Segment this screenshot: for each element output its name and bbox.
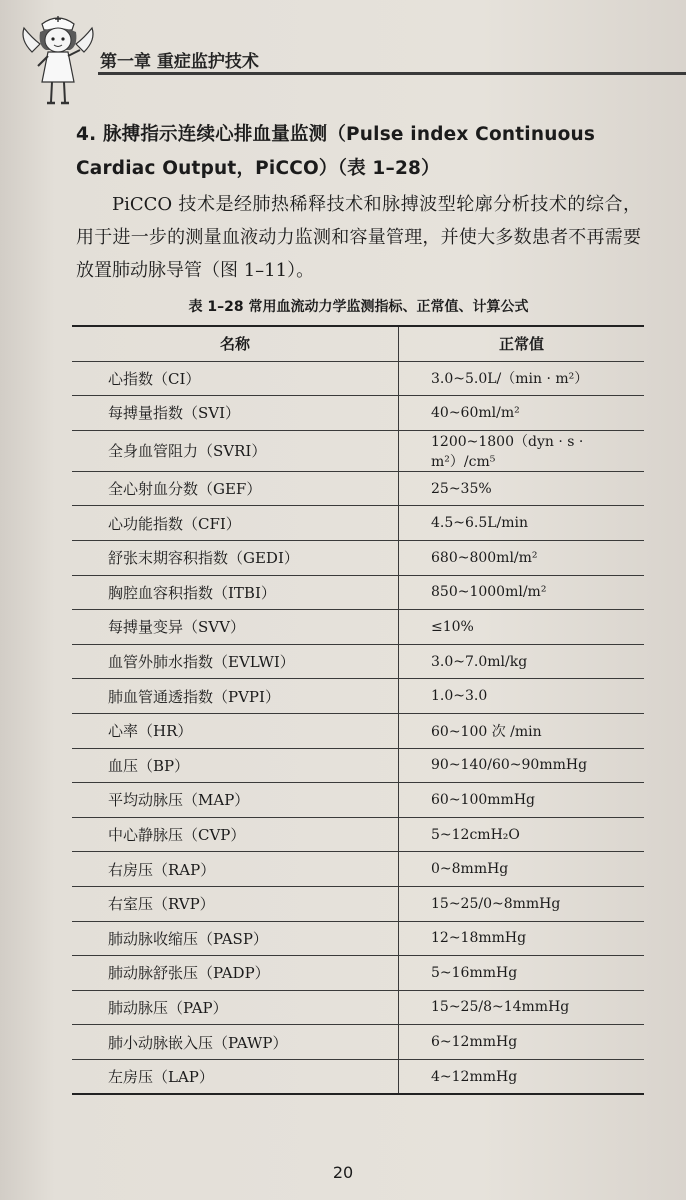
normal-value: 60~100 次 /min <box>399 713 645 748</box>
indicator-name: 肺血管通透指数（PVPI） <box>72 679 399 714</box>
indicator-name: 肺动脉收缩压（PASP） <box>72 921 399 956</box>
table-row <box>72 748 644 783</box>
table-row <box>72 471 644 506</box>
normal-value: 3.0~5.0L/（min · m²） <box>399 361 645 396</box>
normal-value: 60~100mmHg <box>399 783 645 818</box>
table-row <box>72 1025 644 1060</box>
normal-value: 25~35% <box>399 471 645 506</box>
indicator-name: 右室压（RVP） <box>72 886 399 921</box>
normal-value: 6~12mmHg <box>399 1025 645 1060</box>
table-row <box>72 506 644 541</box>
table-row <box>72 990 644 1025</box>
normal-value: 1200~1800（dyn · s · m²）/cm⁵ <box>399 430 645 471</box>
section-heading <box>76 118 646 186</box>
table-row <box>72 1059 644 1094</box>
indicator-name: 右房压（RAP） <box>72 852 399 887</box>
body-paragraph: PiCCO 技术是经肺热稀释技术和脉搏波型轮廓分析技术的综合，用于进一步的测量血液动力监测和容量管理，并使大多数患者不再需要放置肺动脉导管（图 1–11）。 <box>76 194 641 281</box>
normal-value: 4~12mmHg <box>399 1059 645 1094</box>
normal-value: 5~16mmHg <box>399 956 645 991</box>
indicator-name: 心指数（CI） <box>72 361 399 396</box>
header-divider <box>98 72 686 75</box>
indicator-name: 全心射血分数（GEF） <box>72 471 399 506</box>
table-row <box>72 396 644 431</box>
table-row <box>72 679 644 714</box>
table-row <box>72 540 644 575</box>
table-row <box>72 852 644 887</box>
indicator-name: 肺小动脉嵌入压（PAWP） <box>72 1025 399 1060</box>
indicator-name: 每搏量变异（SVV） <box>72 610 399 645</box>
page-number: 20 <box>332 1163 354 1182</box>
indicator-name: 心率（HR） <box>72 713 399 748</box>
normal-value: 3.0~7.0ml/kg <box>399 644 645 679</box>
table-row <box>72 817 644 852</box>
normal-value: 4.5~6.5L/min <box>399 506 645 541</box>
indicator-name: 每搏量指数（SVI） <box>72 396 399 431</box>
normal-value: 15~25/8~14mmHg <box>399 990 645 1025</box>
normal-value: 0~8mmHg <box>399 852 645 887</box>
nurse-angel-mascot-icon <box>18 10 98 108</box>
table-row <box>72 783 644 818</box>
table-row <box>72 575 644 610</box>
table-row <box>72 956 644 991</box>
normal-value: 850~1000ml/m² <box>399 575 645 610</box>
table-caption: 表 1–28 常用血流动力学监测指标、正常值、计算公式 <box>188 299 529 315</box>
table-row <box>72 886 644 921</box>
table-row <box>72 713 644 748</box>
section-heading-line2: Cardiac Output，PiCCO）（表 1–28） <box>76 158 440 179</box>
normal-value: 680~800ml/m² <box>399 540 645 575</box>
indicator-name: 心功能指数（CFI） <box>72 506 399 541</box>
section-heading-line1: 4. 脉搏指示连续心排血量监测（Pulse index Continuous <box>76 124 596 145</box>
indicator-name: 全身血管阻力（SVRI） <box>72 430 399 471</box>
table-row <box>72 921 644 956</box>
indicator-name: 血压（BP） <box>72 748 399 783</box>
table-row <box>72 644 644 679</box>
header-value: 正常值 <box>399 326 645 361</box>
indicator-name: 血管外肺水指数（EVLWI） <box>72 644 399 679</box>
hemodynamic-table <box>72 325 644 1095</box>
indicator-name: 平均动脉压（MAP） <box>72 783 399 818</box>
indicator-name: 肺动脉舒张压（PADP） <box>72 956 399 991</box>
header-name: 名称 <box>72 326 399 361</box>
normal-value: 90~140/60~90mmHg <box>399 748 645 783</box>
normal-value: 40~60ml/m² <box>399 396 645 431</box>
normal-value: 15~25/0~8mmHg <box>399 886 645 921</box>
normal-value: 12~18mmHg <box>399 921 645 956</box>
table-body <box>72 361 644 1094</box>
indicator-name: 肺动脉压（PAP） <box>72 990 399 1025</box>
indicator-name: 舒张末期容积指数（GEDI） <box>72 540 399 575</box>
normal-value: ≤10% <box>399 610 645 645</box>
normal-value: 1.0~3.0 <box>399 679 645 714</box>
table-row <box>72 430 644 471</box>
indicator-name: 中心静脉压（CVP） <box>72 817 399 852</box>
table-row <box>72 610 644 645</box>
indicator-name: 左房压（LAP） <box>72 1059 399 1094</box>
indicator-name: 胸腔血容积指数（ITBI） <box>72 575 399 610</box>
page-header <box>0 0 686 100</box>
chapter-title: 第一章 重症监护技术 <box>100 52 259 72</box>
normal-value: 5~12cmH₂O <box>399 817 645 852</box>
table-row <box>72 361 644 396</box>
table-header-row <box>72 326 644 361</box>
